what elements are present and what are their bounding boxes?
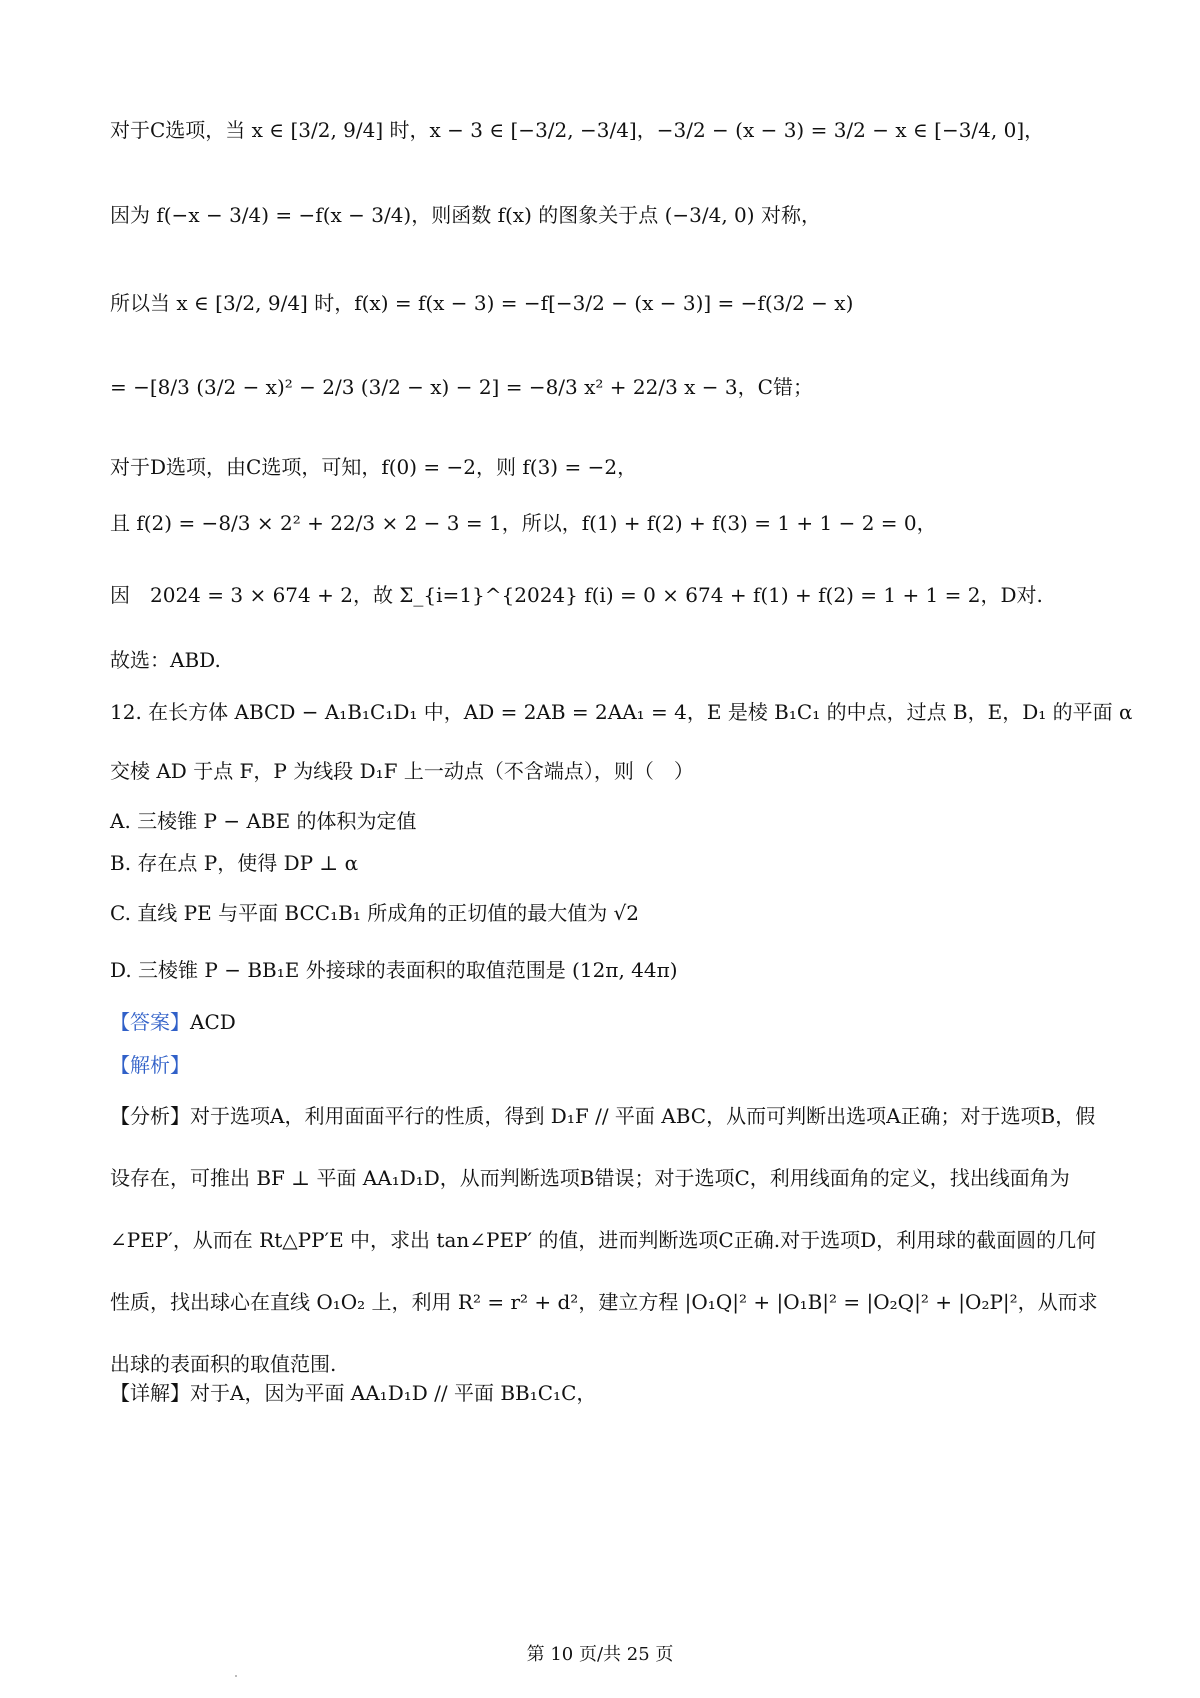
- answer-value: ACD: [190, 1010, 236, 1034]
- text-line: 故选：ABD.: [110, 648, 221, 672]
- page-footer: 第 10 页/共 25 页: [526, 1644, 674, 1665]
- option-c: C. 直线 PE 与平面 BCC₁B₁ 所成角的正切值的最大值为 √2: [110, 901, 640, 925]
- text-line: 且 f(2) = −8/3 × 2² + 22/3 × 2 − 3 = 1，所以，f(1) + f(2) + f(3) = 1 + 1 − 2 = 0，: [110, 511, 937, 535]
- answer-row: [110, 1007, 1110, 1037]
- option-b: B. 存在点 P，使得 DP ⊥ α: [110, 851, 359, 875]
- option-d: D. 三棱锥 P − BB₁E 外接球的表面积的取值范围是 (12π, 44π): [110, 958, 678, 982]
- analysis-paragraph: 【分析】对于选项A，利用面面平行的性质，得到 D₁F // 平面 ABC，从而可判断出选项A正确；对于选项B，假设存在，可推出 BF ⊥ 平面 AA₁D₁D，从而判断选项B错误；对于选项C，利用线面角的定义，找出线面角为 ∠PEP′，从而在 Rt△PP′E 中，求出 tan∠PEP′ 的值，进而判断选项C正确.对于选项D，利用球的截面圆的几何性质，找出球心在直线 O₁O₂ 上，利用 R² = r² + d²，建立方程 |O₁Q|² + |O₁B|² = |O₂Q|² + |O₂P|²，从而求出球的表面积的取值范围.: [110, 1104, 1098, 1376]
- text-line: 因 2024 = 3 × 674 + 2，故 Σ_{i=1}^{2024} f(i) = 0 × 674 + f(1) + f(2) = 1 + 1 = 2，D对.: [110, 583, 1043, 607]
- question-stem: 12. 在长方体 ABCD − A₁B₁C₁D₁ 中，AD = 2AB = 2AA₁ = 4，E 是棱 B₁C₁ 的中点，过点 B，E，D₁ 的平面 α: [110, 700, 1133, 724]
- text-line: 对于D选项，由C选项，可知，f(0) = −2，则 f(3) = −2，: [110, 455, 638, 479]
- text-line: 所以当 x ∈ [3/2, 9/4] 时，f(x) = f(x − 3) = −f[−3/2 − (x − 3)] = −f(3/2 − x): [110, 291, 854, 315]
- text-line: = −[8/3 (3/2 − x)² − 2/3 (3/2 − x) − 2] = −8/3 x² + 22/3 x − 3，C错；: [110, 375, 813, 399]
- scan-dot: [235, 1675, 237, 1677]
- text-line: 对于C选项，当 x ∈ [3/2, 9/4] 时，x − 3 ∈ [−3/2, −3/4]，−3/2 − (x − 3) = 3/2 − x ∈ [−3/4, 0]，: [110, 118, 1045, 142]
- answer-label: 【答案】: [110, 1010, 190, 1034]
- option-a: A. 三棱锥 P − ABE 的体积为定值: [110, 809, 417, 833]
- analysis-label: 【解析】: [110, 1053, 190, 1077]
- question-stem: 交棱 AD 于点 F，P 为线段 D₁F 上一动点（不含端点），则（ ）: [110, 759, 694, 783]
- detail-line: 【详解】对于A，因为平面 AA₁D₁D // 平面 BB₁C₁C，: [110, 1381, 597, 1405]
- text-line: 因为 f(−x − 3/4) = −f(x − 3/4)，则函数 f(x) 的图象关于点 (−3/4, 0) 对称，: [110, 203, 821, 227]
